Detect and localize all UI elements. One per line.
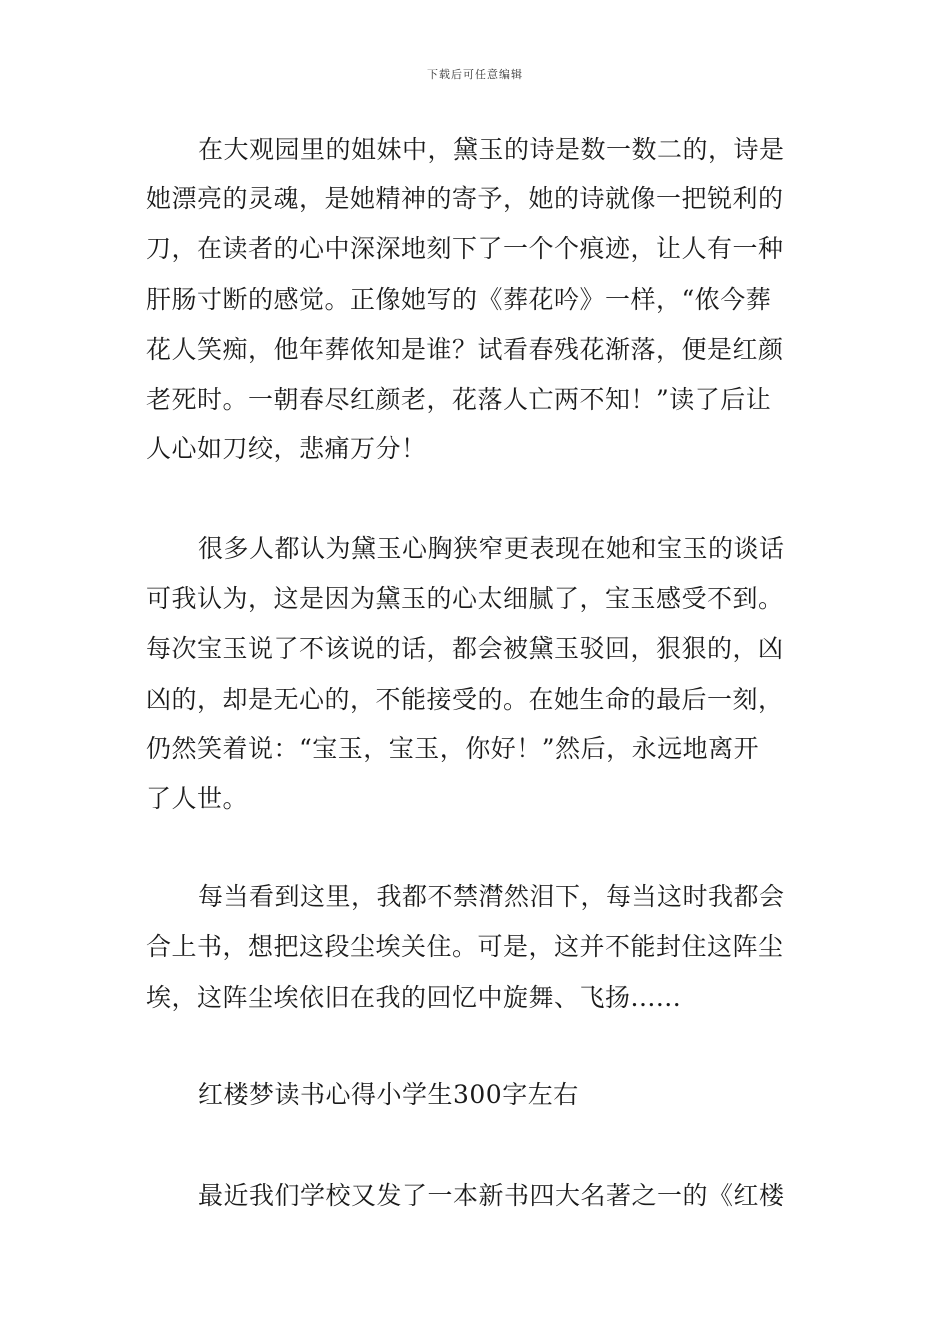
paragraph-line: 人心如刀绞，悲痛万分！ bbox=[146, 434, 427, 463]
paragraph-line: 埃，这阵尘埃依旧在我的回忆中旋舞、飞扬...... bbox=[146, 983, 682, 1012]
paragraph-line: 老死时。一朝春尽红颜老，花落人亡两不知！”读了后让 bbox=[146, 385, 772, 414]
paragraph-line: 可我认为，这是因为黛玉的心太细腻了，宝玉感受不到。 bbox=[146, 584, 784, 613]
section-title: 红楼梦读书心得小学生300字左右 bbox=[198, 1080, 579, 1109]
header-note: 下载后可任意编辑 bbox=[427, 68, 523, 81]
paragraph-line: 最近我们学校又发了一本新书四大名著之一的《红楼 bbox=[198, 1181, 785, 1210]
paragraph-line: 花人笑痴，他年葬侬知是谁？试看春残花渐落，便是红颜 bbox=[146, 335, 784, 364]
paragraph-line: 刀，在读者的心中深深地刻下了一个个痕迹，让人有一种 bbox=[146, 234, 784, 263]
paragraph-line: 她漂亮的灵魂，是她精神的寄予，她的诗就像一把锐利的 bbox=[146, 184, 784, 213]
paragraph-line: 合上书，想把这段尘埃关住。可是，这并不能封住这阵尘 bbox=[146, 932, 784, 961]
paragraph-line: 了人世。 bbox=[146, 784, 249, 813]
paragraph-line: 每当看到这里，我都不禁潸然泪下，每当这时我都会 bbox=[198, 882, 785, 911]
paragraph-line: 仍然笑着说：“宝玉，宝玉，你好！”然后，永远地离开 bbox=[146, 734, 760, 763]
paragraph-line: 每次宝玉说了不该说的话，都会被黛玉驳回，狠狠的，凶 bbox=[146, 634, 784, 663]
paragraph-line: 凶的，却是无心的，不能接受的。在她生命的最后一刻， bbox=[146, 685, 784, 714]
paragraph-line: 在大观园里的姐妹中，黛玉的诗是数一数二的，诗是 bbox=[198, 135, 785, 164]
paragraph-line: 肝肠寸断的感觉。正像她写的《葬花吟》一样，“侬今葬 bbox=[146, 285, 772, 314]
paragraph-line: 很多人都认为黛玉心胸狭窄更表现在她和宝玉的谈话 bbox=[198, 534, 785, 563]
